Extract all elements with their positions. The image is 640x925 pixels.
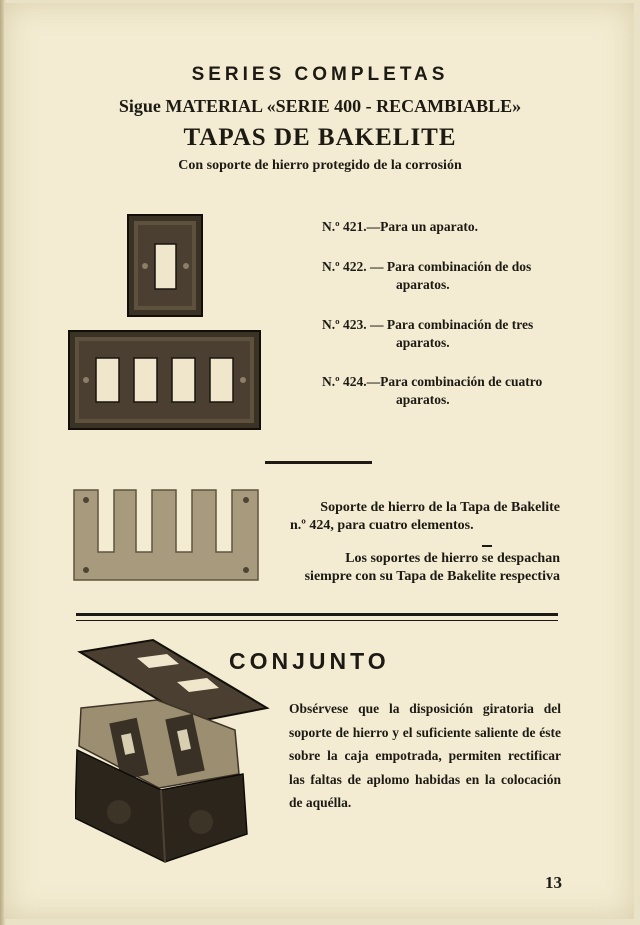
item-422-number: N.º 422. (322, 259, 367, 274)
support-line-3: Los soportes de hierro se despachan (345, 551, 560, 566)
double-rule-bottom (76, 620, 558, 621)
conjunto-description: Obsérvese que la disposición giratoria del soporte de hierro y el suficiente saliente de éste sobre la caja empotrada, permiten rectificar las faltas de aplomo habidas en la colocación de aquélla. (289, 701, 561, 811)
dash-separator (482, 545, 492, 547)
cover-plate-424-image (68, 330, 261, 430)
item-423-continuation: aparatos. (396, 335, 450, 350)
support-note (290, 550, 560, 586)
section-divider (265, 461, 372, 464)
item-422-text: — Para combinación de dos (366, 259, 532, 274)
support-line-4: siempre con su Tapa de Bakelite respectiva (304, 569, 560, 584)
item-421-text: —Para un aparato. (366, 219, 478, 234)
material-heading: Sigue MATERIAL «SERIE 400 - RECAMBIABLE» (118, 96, 522, 116)
subtitle: Con soporte de hierro protegido de la corrosión (178, 158, 462, 173)
item-421 (322, 218, 572, 236)
conjunto-heading: CONJUNTO (229, 648, 390, 674)
double-rule-top (76, 613, 558, 616)
item-424 (322, 373, 572, 409)
item-422 (322, 258, 572, 294)
series-heading: SERIES COMPLETAS (191, 64, 449, 85)
page-number: 13 (545, 873, 562, 892)
item-424-text: —Para combinación de cuatro (366, 374, 543, 389)
item-422-continuation: aparatos. (396, 277, 450, 292)
item-423-number: N.º 423. (322, 317, 367, 332)
support-line-2: n.º 424, para cuatro elementos. (290, 518, 474, 533)
item-423 (322, 316, 572, 352)
support-line-1: Soporte de hierro de la Tapa de Bakelite (320, 500, 560, 515)
item-424-number: N.º 424. (322, 374, 367, 389)
cover-plate-421-image (127, 214, 203, 317)
item-421-number: N.º 421. (322, 219, 367, 234)
tapas-heading: TAPAS DE BAKELITE (183, 124, 457, 151)
iron-support-image (72, 486, 260, 582)
item-424-continuation: aparatos. (396, 392, 450, 407)
item-423-text: — Para combinación de tres (366, 317, 534, 332)
support-description (290, 499, 560, 535)
